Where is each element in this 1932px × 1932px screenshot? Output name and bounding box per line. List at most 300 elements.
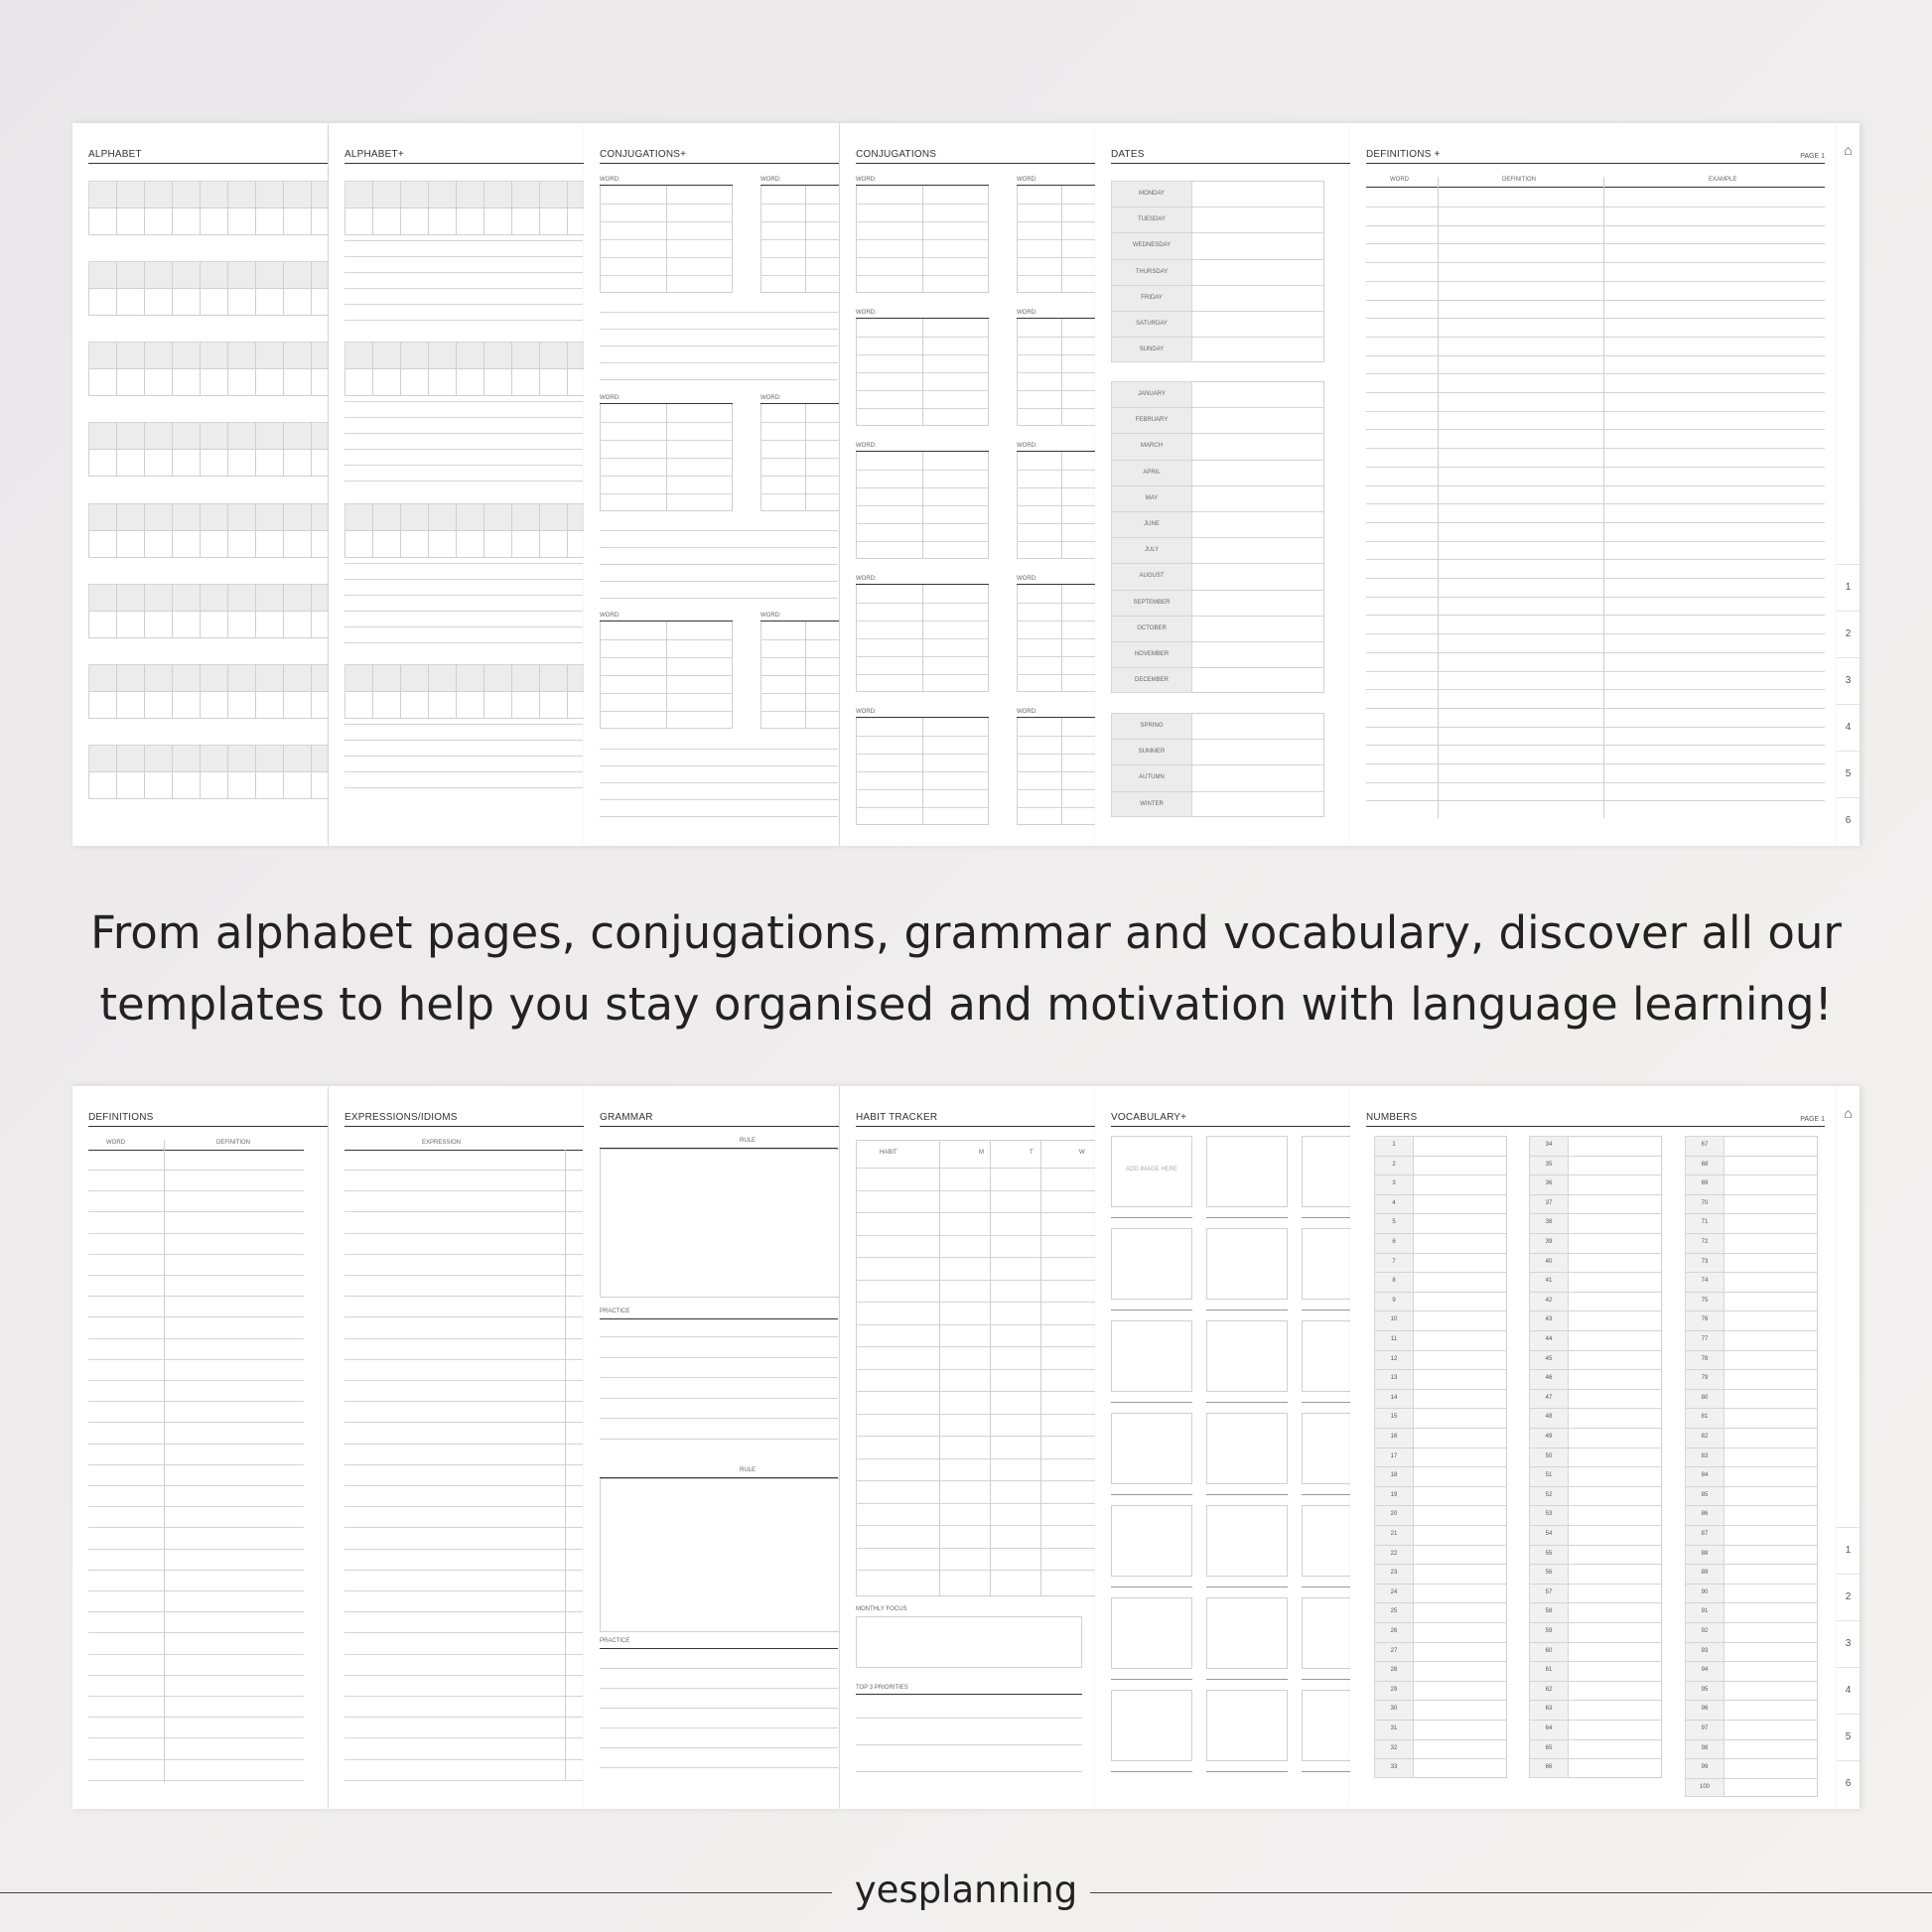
table-divider (1061, 718, 1062, 825)
grid-column-line (283, 261, 284, 316)
tab-5[interactable]: 5 (1837, 1714, 1860, 1760)
number-label: 69 (1701, 1180, 1709, 1187)
weekday-label: WEDNESDAY (1132, 242, 1172, 249)
number-row-line (1529, 1758, 1662, 1759)
month-label: APRIL (1143, 469, 1161, 476)
number-label: 17 (1390, 1452, 1398, 1459)
tab-1[interactable]: 1 (1837, 1527, 1860, 1574)
ruled-line (856, 1190, 1095, 1191)
month-label: JANUARY (1138, 391, 1166, 397)
image-placeholder: ADD IMAGE HERE (1126, 1167, 1178, 1173)
ruled-line (1366, 782, 1825, 783)
number-label: 77 (1701, 1336, 1709, 1342)
section-tabs (1837, 123, 1860, 846)
ruled-line (345, 1275, 583, 1276)
ruled-line (88, 1485, 304, 1486)
ruled-line (345, 1211, 583, 1212)
ruled-line (88, 1737, 304, 1738)
grid-column-line (483, 342, 484, 396)
letter-grid-bottom (88, 449, 328, 477)
number-row-line (1685, 1661, 1818, 1662)
ruled-line (88, 1233, 304, 1234)
grid-column-line (456, 181, 457, 235)
word-label: WORD: (856, 443, 877, 449)
vocab-image-box (1302, 1690, 1350, 1761)
practice-header-line (600, 1318, 838, 1319)
month-label: OCTOBER (1137, 624, 1167, 631)
ruled-line (345, 1611, 583, 1612)
writing-line (345, 240, 583, 241)
number-row-line (1529, 1602, 1662, 1603)
alphabet-plus-page[interactable] (329, 123, 584, 846)
number-row-line (1374, 1602, 1507, 1603)
ruled-line (1366, 262, 1825, 263)
weekday-label: SUNDAY (1139, 346, 1165, 353)
conjugations-plus-page[interactable] (584, 123, 839, 846)
grid-column-line (372, 664, 373, 719)
grid-column-line (116, 745, 117, 799)
page-title: VOCABULARY+ (1111, 1112, 1350, 1127)
date-row-line (1111, 232, 1324, 233)
column-header-definition: DEFINITION (1502, 177, 1536, 183)
number-label: 50 (1545, 1452, 1553, 1459)
writing-line (345, 563, 583, 564)
word-label: WORD: (856, 177, 877, 183)
number-label: 97 (1701, 1725, 1709, 1731)
table-divider (666, 186, 667, 293)
table-divider (666, 621, 667, 729)
grammar-page[interactable] (584, 1086, 839, 1809)
table-row-line (760, 693, 839, 694)
word-label: WORD: (1017, 177, 1037, 183)
grid-column-line (428, 342, 429, 396)
alphabet-page[interactable] (72, 123, 328, 846)
grid-column-line (200, 261, 201, 316)
word-label: WORD: (760, 613, 781, 619)
number-label: 16 (1390, 1434, 1398, 1440)
table-row-line (1017, 541, 1095, 542)
grid-column-line (400, 503, 401, 558)
number-label: 38 (1545, 1219, 1553, 1226)
ruled-line (1366, 541, 1825, 542)
ruled-line (856, 1280, 1095, 1281)
number-label: 51 (1545, 1472, 1553, 1479)
vocab-image-box (1206, 1320, 1288, 1392)
month-label: AUGUST (1139, 573, 1165, 580)
number-row-line (1374, 1330, 1507, 1331)
number-row-line (1529, 1272, 1662, 1273)
vocab-word-line (1206, 1217, 1288, 1218)
writing-line (345, 771, 583, 772)
table-row-line (760, 458, 839, 459)
grid-column-line (172, 261, 173, 316)
tab-4[interactable]: 4 (1837, 1667, 1860, 1714)
number-label: 19 (1390, 1491, 1398, 1498)
grid-column-line (372, 342, 373, 396)
ruled-line (1366, 429, 1825, 430)
number-label: 56 (1545, 1570, 1553, 1577)
number-row-line (1529, 1466, 1662, 1467)
table-row-line (1017, 638, 1095, 639)
day-column-line (990, 1140, 991, 1596)
writing-line (345, 272, 583, 273)
number-label: 60 (1545, 1647, 1553, 1654)
letter-grid-bottom (88, 611, 328, 638)
promo-caption (40, 897, 1892, 1040)
month-label: MARCH (1141, 443, 1163, 450)
ruled-line (88, 1422, 304, 1423)
tab-3[interactable]: 3 (1837, 657, 1860, 704)
number-row-line (1685, 1194, 1818, 1195)
day-column-line (939, 1140, 940, 1596)
number-label: 71 (1701, 1219, 1709, 1226)
tab-6[interactable]: 6 (1837, 797, 1860, 844)
column-divider (1603, 177, 1604, 818)
number-label: 70 (1701, 1199, 1709, 1206)
table-row-line (1017, 354, 1095, 355)
ruled-line (88, 1380, 304, 1381)
word-label: WORD: (600, 395, 621, 401)
grid-column-line (255, 261, 256, 316)
grid-column-line (372, 503, 373, 558)
grid-column-line (567, 503, 568, 558)
number-label: 79 (1701, 1375, 1709, 1382)
number-label: 73 (1701, 1258, 1709, 1265)
home-tab[interactable] (1837, 1086, 1860, 1140)
dates-page[interactable] (1095, 123, 1350, 846)
rule-label: RULE (740, 1138, 757, 1144)
ruled-line (1366, 615, 1825, 616)
writing-line (345, 401, 583, 402)
number-label: 89 (1701, 1570, 1709, 1577)
grid-column-line (200, 664, 201, 719)
grid-column-line (116, 664, 117, 719)
ruled-line (1366, 300, 1825, 301)
number-label: 87 (1701, 1531, 1709, 1537)
number-row-line (1374, 1720, 1507, 1721)
grid-column-line (283, 584, 284, 638)
word-label: WORD: (856, 310, 877, 316)
tab-4[interactable]: 4 (1837, 704, 1860, 751)
number-row-line (1374, 1213, 1507, 1214)
number-label: 26 (1390, 1628, 1398, 1634)
number-label: 35 (1545, 1161, 1553, 1168)
number-label: 96 (1701, 1706, 1709, 1713)
letter-grid-top (88, 342, 328, 369)
ruled-line (1366, 448, 1825, 449)
number-row-line (1374, 1700, 1507, 1701)
definitions-page[interactable] (72, 1086, 328, 1809)
grid-column-line (400, 181, 401, 235)
number-row-line (1685, 1369, 1818, 1370)
word-label: WORD: (1017, 310, 1037, 316)
ruled-line (345, 1190, 583, 1191)
tab-3[interactable]: 3 (1837, 1620, 1860, 1667)
number-row-line (1374, 1272, 1507, 1273)
ruled-line (345, 1422, 583, 1423)
ruled-line (1366, 522, 1825, 523)
number-row-line (1374, 1292, 1507, 1293)
ruled-line (1366, 225, 1825, 226)
ruled-line (600, 598, 838, 599)
ruled-line (345, 1737, 583, 1738)
grid-column-line (144, 422, 145, 477)
table-row-line (1017, 221, 1095, 222)
ruled-line (600, 581, 838, 582)
grid-column-line (227, 181, 228, 235)
number-row-line (1529, 1622, 1662, 1623)
ruled-line (856, 1302, 1095, 1303)
ruled-line (1366, 411, 1825, 412)
ruled-line (1366, 355, 1825, 356)
grid-column-line (200, 584, 201, 638)
number-label: 57 (1545, 1588, 1553, 1595)
weekday-label: SATURDAY (1136, 321, 1168, 327)
date-row-line (1111, 563, 1324, 564)
table-row-line (1017, 487, 1095, 488)
number-label: 45 (1545, 1355, 1553, 1362)
table-divider (805, 621, 806, 729)
page-title: GRAMMAR (600, 1112, 839, 1127)
habit-tracker-page[interactable] (840, 1086, 1095, 1809)
ruled-line (600, 345, 838, 346)
grid-column-line (255, 342, 256, 396)
monthly-focus-box[interactable] (856, 1616, 1082, 1668)
number-row-line (1685, 1622, 1818, 1623)
ruled-line (1366, 652, 1825, 653)
ruled-line (88, 1696, 304, 1697)
number-row-line (1529, 1428, 1662, 1429)
tab-1[interactable]: 1 (1837, 564, 1860, 611)
ruled-line (600, 1727, 838, 1728)
ruled-line (1366, 503, 1825, 504)
tab-2[interactable]: 2 (1837, 1574, 1860, 1620)
ruled-line (1366, 708, 1825, 709)
number-row-line (1374, 1661, 1507, 1662)
word-label: WORD: (600, 613, 621, 619)
number-row-line (1685, 1602, 1818, 1603)
table-header-line (345, 1150, 583, 1151)
ruled-line (856, 1458, 1095, 1459)
number-label: 42 (1545, 1297, 1553, 1304)
ruled-line (88, 1254, 304, 1255)
word-label: WORD: (856, 709, 877, 715)
table-divider (1061, 585, 1062, 692)
grid-column-line (511, 181, 512, 235)
table-divider (922, 319, 923, 426)
ruled-line (856, 1525, 1095, 1526)
letter-grid-top (88, 664, 328, 692)
date-row-line (1111, 590, 1324, 591)
number-label: 2 (1392, 1161, 1396, 1168)
ruled-line (856, 1771, 1082, 1772)
number-label: 100 (1699, 1783, 1710, 1790)
page-title: ALPHABET+ (345, 149, 584, 164)
number-label: 8 (1392, 1278, 1396, 1285)
grid-column-line (511, 342, 512, 396)
grid-column-line (227, 664, 228, 719)
number-row-line (1685, 1642, 1818, 1643)
number-label: 99 (1701, 1764, 1709, 1771)
grid-column-line (400, 664, 401, 719)
vocab-image-box (1206, 1690, 1288, 1761)
date-row-line (1111, 259, 1324, 260)
number-label: 85 (1701, 1491, 1709, 1498)
number-row-line (1374, 1253, 1507, 1254)
ruled-line (345, 1570, 583, 1571)
writing-line (345, 642, 583, 643)
grid-column-line (567, 664, 568, 719)
tab-6[interactable]: 6 (1837, 1760, 1860, 1807)
top-template-strip (72, 123, 1863, 846)
grid-column-line (428, 503, 429, 558)
number-row-line (1529, 1545, 1662, 1546)
grid-column-line (539, 181, 540, 235)
grid-column-line (311, 261, 312, 316)
ruled-line (1366, 467, 1825, 468)
table-row-line (1017, 505, 1095, 506)
page-title: DATES (1111, 149, 1350, 164)
table-divider (922, 452, 923, 559)
table-row-line (760, 221, 839, 222)
table-row-line (760, 493, 839, 494)
number-label: 7 (1392, 1258, 1396, 1265)
number-row-line (1685, 1408, 1818, 1409)
ruled-line (856, 1168, 1095, 1169)
grid-column-line (483, 503, 484, 558)
ruled-line (1366, 578, 1825, 579)
definitions-plus-page[interactable] (1350, 123, 1860, 846)
vocabulary-plus-page[interactable] (1095, 1086, 1350, 1809)
numbers-page[interactable] (1350, 1086, 1860, 1809)
letter-grid-top (88, 745, 328, 772)
vocab-word-line (1206, 1310, 1288, 1311)
number-label: 88 (1701, 1550, 1709, 1557)
tab-2[interactable]: 2 (1837, 611, 1860, 657)
ruled-line (1366, 281, 1825, 282)
column-header-definition: DEFINITION (216, 1140, 250, 1146)
letter-grid-bottom (345, 691, 584, 719)
number-label: 23 (1390, 1570, 1398, 1577)
number-label: 44 (1545, 1336, 1553, 1342)
table-row-line (760, 711, 839, 712)
number-row-line (1685, 1428, 1818, 1429)
grid-column-line (144, 664, 145, 719)
number-row-line (1685, 1505, 1818, 1506)
writing-line (345, 449, 583, 450)
ruled-line (600, 530, 838, 531)
number-label: 75 (1701, 1297, 1709, 1304)
grid-column-line (172, 664, 173, 719)
ruled-line (345, 1527, 583, 1528)
letter-grid-top (88, 584, 328, 612)
grid-column-line (172, 181, 173, 235)
vocab-word-line (1302, 1771, 1350, 1772)
table-divider (805, 186, 806, 293)
ruled-line (345, 1464, 583, 1465)
weekday-label: TUESDAY (1138, 216, 1166, 223)
priorities-label: TOP 3 PRIORITIES (856, 1685, 908, 1691)
writing-line (345, 481, 583, 482)
conjugations-page[interactable] (840, 123, 1095, 846)
number-label: 66 (1545, 1764, 1553, 1771)
ruled-line (88, 1632, 304, 1633)
bottom-template-strip (72, 1086, 1863, 1809)
number-row-line (1529, 1720, 1662, 1721)
expressions-idioms-page[interactable] (329, 1086, 584, 1809)
page-title: CONJUGATIONS+ (600, 149, 839, 164)
number-label: 91 (1701, 1608, 1709, 1615)
vocab-word-line (1206, 1494, 1288, 1495)
ruled-line (856, 1391, 1095, 1392)
number-label: 80 (1701, 1394, 1709, 1401)
ruled-line (345, 1759, 583, 1760)
ruled-line (88, 1359, 304, 1360)
vocab-word-line (1111, 1771, 1192, 1772)
practice-label: PRACTICE (600, 1309, 630, 1314)
grid-column-line (172, 342, 173, 396)
number-label: 39 (1545, 1239, 1553, 1245)
ruled-line (1366, 633, 1825, 634)
grid-column-line (283, 745, 284, 799)
tab-5[interactable]: 5 (1837, 751, 1860, 797)
table-row-line (760, 257, 839, 258)
number-row-line (1374, 1389, 1507, 1390)
number-row-line (1685, 1739, 1818, 1740)
ruled-line (88, 1338, 304, 1339)
grid-column-line (255, 422, 256, 477)
number-label: 74 (1701, 1278, 1709, 1285)
ruled-line (856, 1480, 1095, 1481)
letter-grid-top (88, 181, 328, 208)
number-label: 13 (1390, 1375, 1398, 1382)
number-row-line (1374, 1739, 1507, 1740)
number-row-line (1374, 1681, 1507, 1682)
number-row-line (1685, 1525, 1818, 1526)
date-row-line (1111, 460, 1324, 461)
table-row-line (760, 275, 839, 276)
number-row-line (1685, 1778, 1818, 1779)
ruled-line (600, 1668, 838, 1669)
number-label: 33 (1390, 1764, 1398, 1771)
ruled-line (600, 1688, 838, 1689)
grid-column-line (372, 181, 373, 235)
number-label: 68 (1701, 1161, 1709, 1168)
grid-column-line (539, 503, 540, 558)
number-label: 4 (1392, 1199, 1396, 1206)
number-row-line (1529, 1350, 1662, 1351)
number-row-line (1374, 1466, 1507, 1467)
writing-line (345, 579, 583, 580)
ruled-line (600, 547, 838, 548)
home-tab[interactable] (1837, 123, 1860, 177)
grid-column-line (116, 181, 117, 235)
ruled-line (600, 312, 838, 313)
number-row-line (1529, 1739, 1662, 1740)
vocab-image-box (1111, 1597, 1192, 1669)
number-label: 54 (1545, 1531, 1553, 1537)
vocab-image-box (1302, 1320, 1350, 1392)
letter-grid-bottom (88, 691, 328, 719)
writing-line (345, 433, 583, 434)
ruled-line (88, 1296, 304, 1297)
vocab-image-box (1206, 1505, 1288, 1577)
writing-line (345, 256, 583, 257)
number-label: 24 (1390, 1588, 1398, 1595)
number-row-line (1685, 1564, 1818, 1565)
vocab-word-line (1206, 1402, 1288, 1403)
number-label: 6 (1392, 1239, 1396, 1245)
